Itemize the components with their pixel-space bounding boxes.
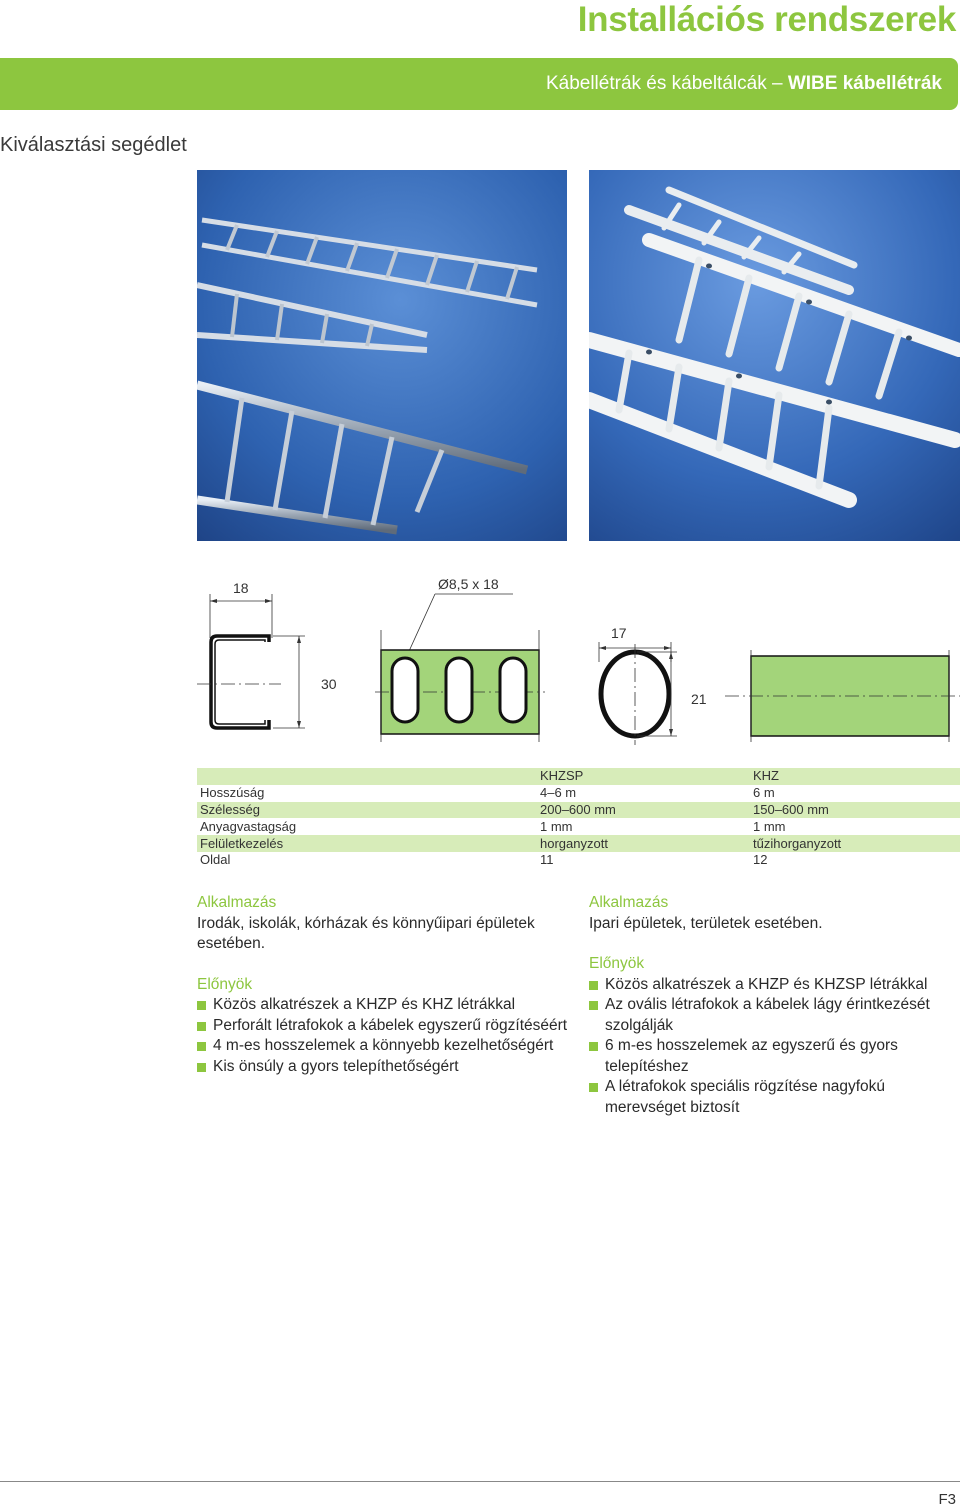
- application-heading: Alkalmazás: [589, 894, 669, 911]
- dim-oval-height: 21: [691, 691, 707, 707]
- list-item: Közös alkatrészek a KHZP és KHZSP létrákkal: [589, 975, 959, 996]
- perforated-rung-drawing: [375, 576, 545, 742]
- plain-rung-drawing: [725, 650, 960, 742]
- table-cell: horganyzott: [537, 835, 750, 852]
- list-item: 6 m-es hosszelemek az egyszerű és gyors telepítéshez: [589, 1036, 959, 1077]
- list-item: Kis önsúly a gyors telepíthetőségért: [197, 1057, 577, 1078]
- subtitle-bold: WIBE kábellétrák: [787, 73, 942, 94]
- khzsp-description: [197, 893, 577, 1077]
- table-row: [197, 785, 960, 802]
- photo-khz-ladders: [589, 170, 960, 541]
- table-cell: 6 m: [753, 785, 775, 801]
- section-title: Kiválasztási segédlet: [0, 134, 187, 156]
- table-row: [197, 818, 960, 835]
- spec-table: [197, 768, 960, 869]
- table-cell: 4–6 m: [540, 785, 577, 801]
- dim-c-width: 18: [233, 580, 249, 596]
- list-item: Perforált létrafokok a kábelek egyszerű rögzítéséért: [197, 1016, 577, 1037]
- table-cell: 1 mm: [540, 818, 573, 834]
- table-row: [197, 802, 960, 819]
- profile-drawings: [195, 570, 960, 750]
- advantages-heading: Előnyök: [589, 955, 645, 972]
- advantages-list: [589, 975, 959, 1119]
- table-cell: Oldal: [200, 852, 231, 868]
- footer-divider: [0, 1481, 960, 1482]
- header-subtitle: [546, 73, 942, 95]
- c-profile-drawing: [197, 580, 337, 728]
- subtitle-text: Kábellétrák és kábeltálcák –: [545, 73, 783, 94]
- page-title: Installációs rendszerek: [577, 0, 956, 39]
- table-cell: 200–600 mm: [537, 802, 750, 819]
- photo-khzsp-ladders: [197, 170, 567, 541]
- page-number: F3: [938, 1491, 956, 1508]
- table-cell: 1 mm: [753, 818, 786, 834]
- table-cell: 150–600 mm: [750, 802, 960, 819]
- table-cell: 12: [753, 852, 768, 868]
- list-item: Közös alkatrészek a KHZP és KHZ létrákkal: [197, 995, 577, 1016]
- table-header-cell: [197, 768, 537, 785]
- application-text: Ipari épületek, területek esetében.: [589, 914, 823, 932]
- table-cell: Szélesség: [197, 802, 537, 819]
- oval-profile-drawing: [599, 625, 707, 745]
- table-cell: Felületkezelés: [197, 835, 537, 852]
- table-row: [197, 835, 960, 852]
- table-cell: tűzihorganyzott: [750, 835, 960, 852]
- list-item: A létrafokok speciális rögzítése nagyfokú merevséget biztosít: [589, 1077, 959, 1118]
- advantages-list: [197, 995, 577, 1077]
- table-cell: Hosszúság: [200, 785, 265, 801]
- dim-hole: Ø8,5 x 18: [438, 576, 499, 592]
- header-band: [0, 58, 958, 110]
- list-item: 4 m-es hosszelemek a könnyebb kezelhetőségért: [197, 1036, 577, 1057]
- table-header-row: [197, 768, 960, 785]
- table-row: [197, 852, 960, 869]
- table-cell: Anyagvastagság: [200, 818, 297, 834]
- advantages-heading: Előnyök: [197, 975, 253, 993]
- dim-oval-width: 17: [611, 625, 627, 641]
- application-text: Irodák, iskolák, kórházak és könnyűipari épületek esetében.: [197, 914, 535, 952]
- table-cell: 11: [540, 852, 554, 868]
- list-item: Az ovális létrafokok a kábelek lágy érintkezését szolgálják: [589, 995, 959, 1036]
- table-header-cell: KHZ: [750, 768, 960, 785]
- table-header-cell: KHZSP: [537, 768, 750, 785]
- application-heading: Alkalmazás: [197, 894, 277, 911]
- khz-description: [589, 893, 959, 1118]
- dim-c-height: 30: [321, 676, 337, 692]
